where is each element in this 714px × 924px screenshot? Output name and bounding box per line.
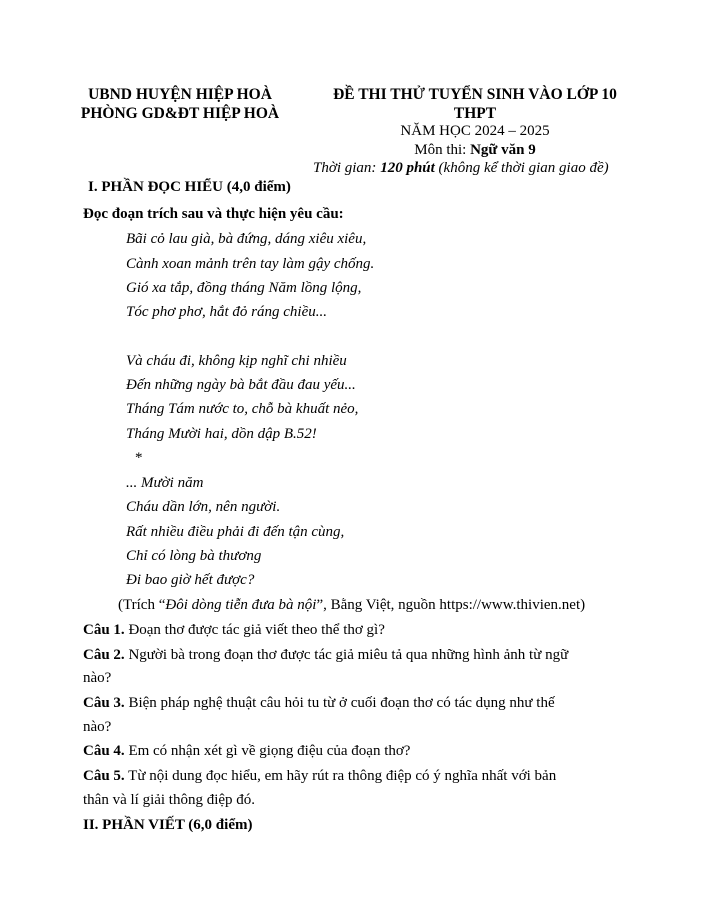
poem-line: Cành xoan mảnh trên tay làm gậy chống. [126, 256, 375, 272]
poem-line: Tháng Mười hai, dồn dập B.52! [126, 426, 317, 442]
time-value: 120 phút [380, 160, 435, 176]
citation [118, 597, 585, 614]
question-5-cont: thân và lí giải thông điệp đó. [83, 792, 256, 808]
section1-instruction: Đọc đoạn trích sau và thực hiện yêu cầu: [83, 206, 344, 222]
exam-title-line2: THPT [453, 105, 497, 122]
school-year: NĂM HỌC 2024 – 2025 [400, 123, 550, 139]
time-note: (không kể thời gian giao đề) [434, 160, 609, 176]
question-label: Câu 4. [83, 743, 125, 759]
question-2 [83, 647, 568, 664]
poem-line: Đi bao giờ hết được? [126, 572, 255, 588]
question-text: Biện pháp nghệ thuật câu hỏi tu từ ở cuối đoạn thơ có tác dụng như thế [124, 695, 555, 711]
question-text: Đoạn thơ được tác giả viết theo thể thơ gì? [124, 622, 385, 638]
question-3 [83, 695, 555, 712]
citation-title: Đôi dòng tiễn đưa bà nội [165, 597, 317, 613]
question-label: Câu 3. [83, 695, 125, 711]
question-label: Câu 5. [83, 768, 125, 784]
question-4 [83, 743, 410, 760]
section1-title: I. PHẦN ĐỌC HIỂU (4,0 điểm) [88, 179, 291, 195]
question-text: Từ nội dung đọc hiểu, em hãy rút ra thông điệp có ý nghĩa nhất với bản [124, 768, 557, 784]
department-name: UBND HUYỆN HIỆP HOÀ [88, 86, 272, 103]
question-text: Người bà trong đoạn thơ được tác giả miêu tả qua những hình ảnh từ ngữ [124, 647, 569, 663]
question-1 [83, 622, 385, 639]
subject-value: Ngữ văn 9 [470, 142, 536, 158]
subject-line [315, 142, 635, 159]
poem-line: Tháng Tám nước to, chỗ bà khuất nẻo, [126, 401, 359, 417]
poem-line: Và cháu đi, không kịp nghĩ chi nhiều [126, 353, 347, 369]
subject-label: Môn thi: [414, 142, 471, 158]
time-label: Thời gian: [313, 160, 381, 176]
question-text: Em có nhận xét gì về giọng điệu của đoạn thơ? [124, 743, 411, 759]
question-3-cont: nào? [83, 719, 112, 735]
time-line [313, 160, 609, 177]
question-2-cont: nào? [83, 670, 112, 686]
exam-title: ĐỀ THI THỬ TUYỂN SINH VÀO LỚP 10 [333, 86, 617, 103]
poem-line: Gió xa tắp, đồng tháng Năm lồng lộng, [126, 280, 362, 296]
poem-line: ... Mười năm [126, 475, 204, 491]
poem-line: Rất nhiều điều phải đi đến tận cùng, [126, 524, 345, 540]
question-5 [83, 768, 556, 785]
poem-line: Chỉ có lòng bà thương [126, 548, 262, 564]
poem-line: Cháu dần lớn, nên người. [126, 499, 281, 515]
citation-prefix: (Trích “ [118, 597, 166, 613]
question-label: Câu 1. [83, 622, 125, 638]
citation-suffix: ”, Bằng Việt, nguồn https://www.thivien.net) [316, 597, 586, 613]
poem-line: Đến những ngày bà bắt đầu đau yếu... [126, 377, 356, 393]
poem-line: Tóc phơ phơ, hắt đỏ ráng chiều... [126, 304, 327, 320]
office-name: PHÒNG GD&ĐT HIỆP HOÀ [80, 105, 280, 122]
question-label: Câu 2. [83, 647, 125, 663]
section2-title: II. PHẦN VIẾT (6,0 điểm) [83, 817, 253, 833]
poem-line: Bãi cỏ lau già, bà đứng, dáng xiêu xiêu, [126, 231, 367, 247]
poem-separator: * [135, 450, 143, 466]
